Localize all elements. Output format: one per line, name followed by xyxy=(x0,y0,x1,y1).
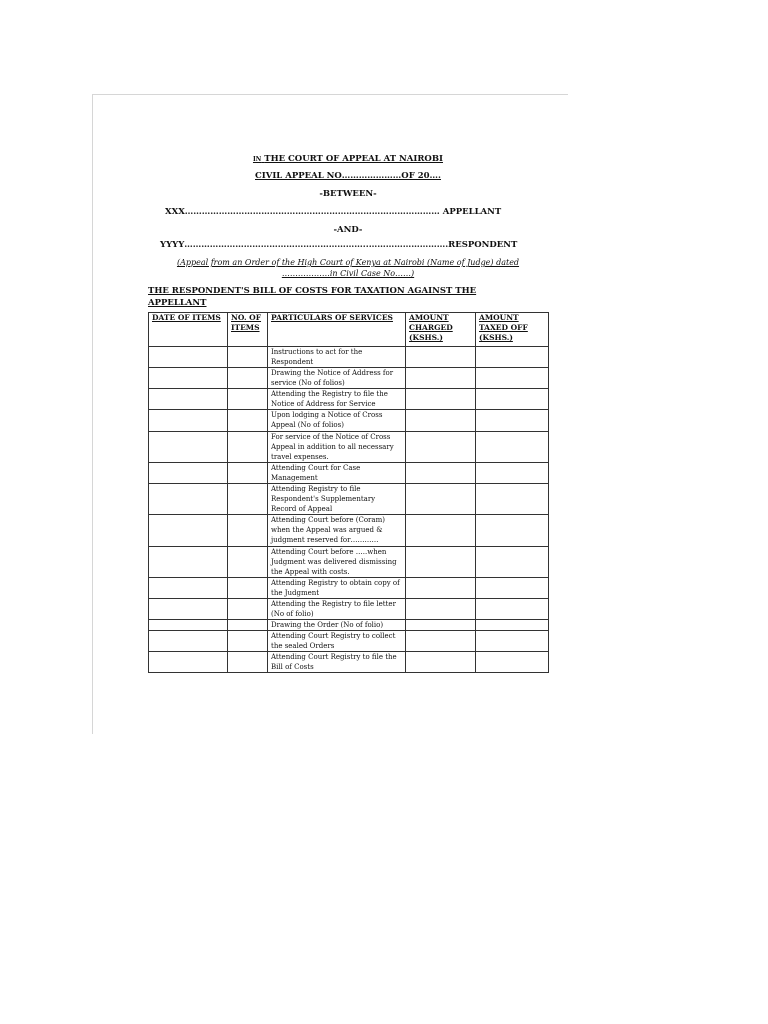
table-row xyxy=(149,389,549,410)
appeal-from-note xyxy=(148,257,548,279)
number-cell xyxy=(228,484,268,515)
amount-taxed-cell xyxy=(476,347,549,368)
number-cell xyxy=(228,389,268,410)
date-cell xyxy=(149,620,228,631)
table-row xyxy=(149,631,549,652)
date-cell xyxy=(149,368,228,389)
appeal-from-line-1: (Appeal from an Order of the High Court of Kenya at Nairobi (Name of Judge) dated xyxy=(176,258,520,267)
amount-charged-cell xyxy=(406,599,476,620)
amount-charged-cell xyxy=(406,515,476,547)
date-cell xyxy=(149,652,228,673)
court-title-text: THE COURT OF APPEAL AT NAIROBI xyxy=(264,154,443,164)
amount-taxed-cell xyxy=(476,631,549,652)
date-cell xyxy=(149,410,228,432)
amount-charged-cell xyxy=(406,463,476,484)
particulars-cell: Instructions to act for the Respondent xyxy=(268,347,406,368)
amount-charged-cell xyxy=(406,432,476,463)
particulars-cell: Drawing the Notice of Address for service (No of folios) xyxy=(268,368,406,389)
amount-taxed-cell xyxy=(476,547,549,578)
table-row xyxy=(149,432,549,463)
appeal-from-line-2: ………………in Civil Case No……) xyxy=(281,269,415,278)
particulars-cell: Attending Court before …..when Judgment was delivered dismissing the Appeal with costs. xyxy=(268,547,406,578)
court-prefix: IN xyxy=(252,156,262,163)
amount-taxed-cell xyxy=(476,432,549,463)
court-title xyxy=(148,154,548,164)
amount-charged-cell xyxy=(406,389,476,410)
amount-taxed-cell xyxy=(476,599,549,620)
number-cell xyxy=(228,631,268,652)
table-row xyxy=(149,578,549,599)
particulars-cell: Attending Court Registry to collect the sealed Orders xyxy=(268,631,406,652)
date-cell xyxy=(149,432,228,463)
bill-heading: THE RESPONDENT'S BILL OF COSTS FOR TAXATION AGAINST THE APPELLANT xyxy=(148,286,477,308)
number-cell xyxy=(228,547,268,578)
amount-taxed-cell xyxy=(476,652,549,673)
table-row xyxy=(149,652,549,673)
number-cell xyxy=(228,432,268,463)
header-amount-charged: AMOUNT CHARGED (KSHS.) xyxy=(406,313,476,347)
appellant-line: XXX……………………………………………………………………………… APPELLANT xyxy=(165,207,502,217)
and-label: -AND- xyxy=(333,225,363,235)
number-cell xyxy=(228,578,268,599)
amount-taxed-cell xyxy=(476,389,549,410)
date-cell xyxy=(149,463,228,484)
date-cell xyxy=(149,515,228,547)
amount-taxed-cell xyxy=(476,484,549,515)
civil-appeal-number: CIVIL APPEAL NO…………………OF 20…. xyxy=(255,171,441,181)
number-cell xyxy=(228,599,268,620)
number-cell xyxy=(228,652,268,673)
table-row xyxy=(149,599,549,620)
table-row xyxy=(149,347,549,368)
table-row xyxy=(149,463,549,484)
number-cell xyxy=(228,463,268,484)
amount-charged-cell xyxy=(406,578,476,599)
number-cell xyxy=(228,515,268,547)
amount-taxed-cell xyxy=(476,410,549,432)
amount-taxed-cell xyxy=(476,368,549,389)
amount-taxed-cell xyxy=(476,463,549,484)
header-date: DATE OF ITEMS xyxy=(149,313,228,347)
amount-charged-cell xyxy=(406,620,476,631)
particulars-cell: For service of the Notice of Cross Appeal in addition to all necessary travel expenses. xyxy=(268,432,406,463)
date-cell xyxy=(149,599,228,620)
header-number: NO. OF ITEMS xyxy=(228,313,268,347)
amount-charged-cell xyxy=(406,347,476,368)
number-cell xyxy=(228,368,268,389)
table-row xyxy=(149,620,549,631)
particulars-cell: Attending Registry to file Respondent's Supplementary Record of Appeal xyxy=(268,484,406,515)
number-cell xyxy=(228,347,268,368)
particulars-cell: Attending the Registry to file letter (No of folio) xyxy=(268,599,406,620)
particulars-cell: Drawing the Order (No of folio) xyxy=(268,620,406,631)
particulars-cell: Attending Registry to obtain copy of the Judgment xyxy=(268,578,406,599)
table-row xyxy=(149,515,549,547)
table-header-row xyxy=(149,313,549,347)
date-cell xyxy=(149,389,228,410)
amount-taxed-cell xyxy=(476,515,549,547)
amount-charged-cell xyxy=(406,631,476,652)
date-cell xyxy=(149,547,228,578)
particulars-cell: Attending Court before (Coram) when the Appeal was argued & judgment reserved for………… xyxy=(268,515,406,547)
amount-taxed-cell xyxy=(476,578,549,599)
amount-charged-cell xyxy=(406,547,476,578)
amount-taxed-cell xyxy=(476,620,549,631)
particulars-cell: Attending Court for Case Management xyxy=(268,463,406,484)
amount-charged-cell xyxy=(406,410,476,432)
respondent-line: YYYY………………………………………………………..……………………….RESPONDENT xyxy=(160,240,518,250)
number-cell xyxy=(228,620,268,631)
amount-charged-cell xyxy=(406,652,476,673)
page-edge-top xyxy=(92,94,568,95)
number-cell xyxy=(228,410,268,432)
table-row xyxy=(149,368,549,389)
table-row xyxy=(149,410,549,432)
date-cell xyxy=(149,347,228,368)
page-edge-left xyxy=(92,94,93,734)
table-row xyxy=(149,547,549,578)
amount-charged-cell xyxy=(406,484,476,515)
header-amount-taxed: AMOUNT TAXED OFF (KSHS.) xyxy=(476,313,549,347)
table-row xyxy=(149,484,549,515)
particulars-cell: Attending Court Registry to file the Bill of Costs xyxy=(268,652,406,673)
between-label: -BETWEEN- xyxy=(319,189,377,199)
amount-charged-cell xyxy=(406,368,476,389)
date-cell xyxy=(149,484,228,515)
particulars-cell: Upon lodging a Notice of Cross Appeal (No of folios) xyxy=(268,410,406,432)
bill-of-costs-table xyxy=(148,312,549,673)
date-cell xyxy=(149,578,228,599)
header-particulars: PARTICULARS OF SERVICES xyxy=(268,313,406,347)
particulars-cell: Attending the Registry to file the Notice of Address for Service xyxy=(268,389,406,410)
date-cell xyxy=(149,631,228,652)
